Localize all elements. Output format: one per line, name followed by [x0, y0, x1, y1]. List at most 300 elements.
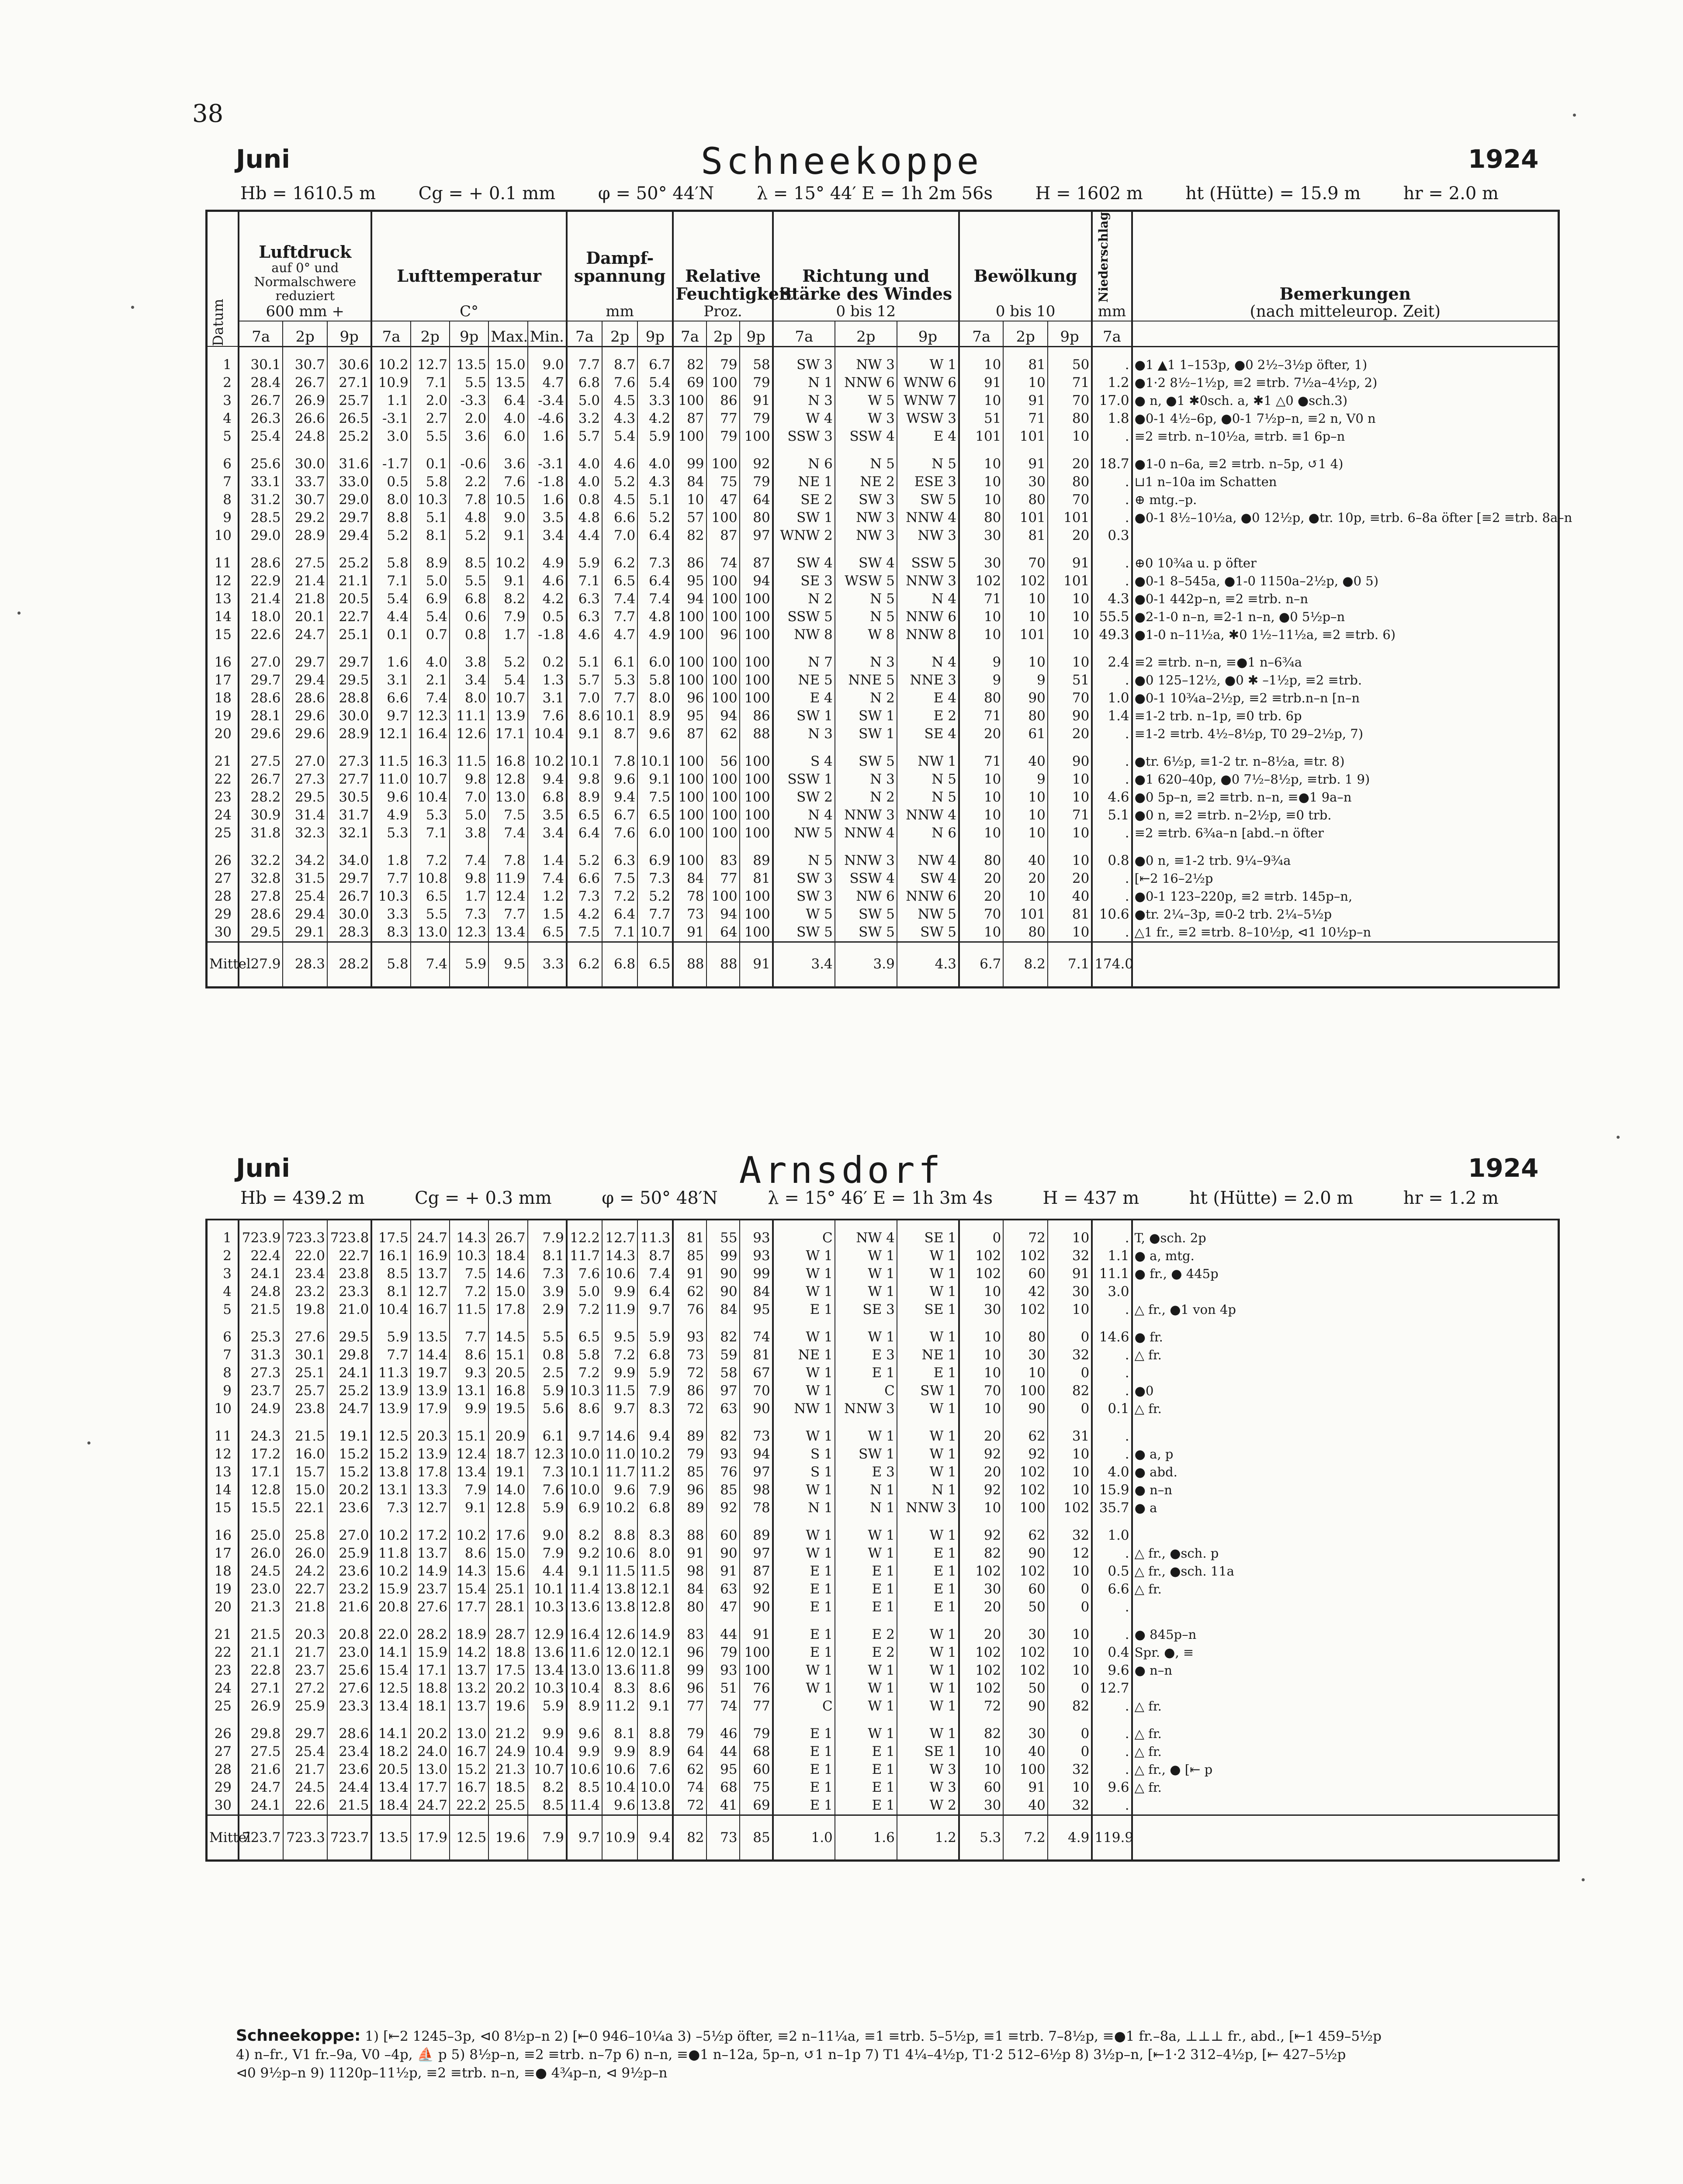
value-cell: 14.5: [488, 1328, 527, 1346]
value-cell: 71: [1048, 374, 1092, 392]
value-cell: 8.9: [637, 707, 673, 725]
value-cell: 12.8: [488, 1499, 527, 1517]
value-cell: 10.5: [488, 491, 527, 509]
value-cell: 13.5: [411, 1328, 450, 1346]
value-cell: 100: [1003, 1761, 1047, 1779]
value-cell: N 5: [773, 852, 835, 870]
value-cell: 17.5: [371, 1229, 410, 1247]
value-cell: 64: [706, 923, 740, 942]
arnsdorf-table-frame: [205, 1219, 1560, 1862]
value-cell: 7.2: [450, 1283, 488, 1301]
arnsdorf-row: [208, 1797, 1558, 1815]
value-cell: 27.5: [283, 554, 327, 572]
value-cell: 100: [673, 608, 706, 626]
value-cell: 28.1: [488, 1598, 527, 1616]
value-cell: 10: [1048, 1644, 1092, 1662]
value-cell: E 1: [773, 1797, 835, 1815]
value-cell: 1.0: [1092, 1527, 1132, 1545]
value-cell: 85: [673, 1463, 706, 1481]
value-cell: 86: [740, 707, 773, 725]
value-cell: N 7: [773, 653, 835, 671]
value-cell: SE 3: [835, 1301, 897, 1319]
mean-label: Mittel: [208, 1815, 239, 1860]
value-cell: W 1: [897, 1283, 959, 1301]
value-cell: 16.1: [371, 1247, 410, 1265]
value-cell: 10: [1003, 653, 1047, 671]
value-cell: 6.4: [637, 572, 673, 590]
value-cell: 18.8: [411, 1679, 450, 1697]
value-cell: 19.1: [327, 1427, 371, 1445]
value-cell: 25.7: [327, 392, 371, 410]
value-cell: 7.4: [411, 689, 450, 707]
mean-cell: 1.2: [897, 1815, 959, 1860]
value-cell: 18.0: [239, 608, 283, 626]
value-cell: 70: [959, 905, 1003, 923]
mean-cell: 13.5: [371, 1815, 410, 1860]
value-cell: 7.5: [567, 923, 602, 942]
value-cell: 102: [1003, 1481, 1047, 1499]
footnote-line-3: ⊲0 9½p–n 9) 1120p–11½p, ≡2 ≡trb. n–n, ≡● 4¾p–n, ⊲ 9½p–n: [236, 2065, 668, 2081]
value-cell: W 1: [897, 1463, 959, 1481]
value-cell: 33.0: [327, 473, 371, 491]
value-cell: W 1: [897, 1662, 959, 1679]
value-cell: 4.7: [528, 374, 567, 392]
value-cell: 74: [706, 1697, 740, 1715]
value-cell: WSW 3: [897, 410, 959, 428]
date-cell: 27: [214, 1744, 232, 1759]
remark-cell: ●1-0 n–11½a, ✱0 1½–11½a, ≡2 ≡trb. 6): [1132, 626, 1558, 644]
value-cell: 17.1: [239, 1463, 283, 1481]
value-cell: 13.0: [411, 923, 450, 942]
value-cell: SSW 4: [835, 870, 897, 888]
value-cell: 97: [706, 1382, 740, 1400]
value-cell: 18.8: [488, 1644, 527, 1662]
value-cell: 11.3: [637, 1229, 673, 1247]
value-cell: 100: [740, 888, 773, 905]
value-cell: 24.3: [239, 1427, 283, 1445]
value-cell: 4.0: [637, 455, 673, 473]
value-cell: 29.0: [239, 527, 283, 545]
mean-cell: 1.0: [773, 1815, 835, 1860]
value-cell: NNW 3: [835, 1400, 897, 1418]
value-cell: 80: [1003, 491, 1047, 509]
value-cell: 6.9: [411, 590, 450, 608]
remark-cell: [⇤2 16–2½p: [1132, 870, 1558, 888]
arnsdorf-row: [208, 1427, 1558, 1445]
value-cell: 31.4: [283, 806, 327, 824]
value-cell: 2.0: [411, 392, 450, 410]
value-cell: 24.1: [239, 1797, 283, 1815]
value-cell: 6.5: [567, 1328, 602, 1346]
value-cell: 23.8: [327, 1265, 371, 1283]
hours-row: 7a 2p 9p 7a 2p 9p Max. Min. 7a 2p 9p 7a 2p 9p 7a 2p 9p 7a 2p 9p 7a: [208, 321, 1558, 347]
value-cell: SW 5: [835, 923, 897, 942]
value-cell: 25.4: [239, 428, 283, 446]
value-cell: 74: [740, 1328, 773, 1346]
value-cell: 1.3: [528, 671, 567, 689]
footnotes: [236, 2027, 1551, 2082]
spacer-row: [208, 1517, 1558, 1527]
value-cell: E 4: [897, 428, 959, 446]
arnsdorf-row: [208, 1580, 1558, 1598]
value-cell: W 1: [897, 1679, 959, 1697]
value-cell: SE 1: [897, 1229, 959, 1247]
value-cell: 10: [1048, 428, 1092, 446]
value-cell: .: [1092, 473, 1132, 491]
value-cell: 100: [673, 653, 706, 671]
value-cell: 7.6: [528, 1481, 567, 1499]
value-cell: 100: [706, 455, 740, 473]
page-number: 38: [192, 100, 224, 128]
value-cell: 8.2: [528, 1779, 567, 1797]
value-cell: 16.8: [488, 753, 527, 771]
value-cell: 31.3: [239, 1346, 283, 1364]
value-cell: 10.0: [567, 1445, 602, 1463]
schneekoppe-row: [208, 753, 1558, 771]
value-cell: 7.1: [567, 572, 602, 590]
value-cell: 88: [673, 1527, 706, 1545]
value-cell: SE 1: [897, 1301, 959, 1319]
value-cell: ESE 3: [897, 473, 959, 491]
value-cell: 10.3: [411, 491, 450, 509]
value-cell: 10: [1003, 374, 1047, 392]
value-cell: 79: [740, 374, 773, 392]
footnote-line-2: 4) n–fr., V1 fr.–9a, V0 –4p, ⛵ p 5) 8½p–n, ≡2 ≡trb. n–7p 6) n–n, ≡●1 n–12a, 5p–n, ↺1 n–1p 7) T1 4¼–4½p, T1·2 512–6½p 8) 3½p–n, [⇤1·2 312–4½p, [⇤ 427–5½p: [236, 2047, 1346, 2063]
meta-cg: Cg = + 0.1 mm: [418, 183, 556, 204]
schneekoppe-rows: [208, 346, 1572, 986]
value-cell: 5.0: [411, 572, 450, 590]
value-cell: 0.2: [528, 653, 567, 671]
value-cell: 24.9: [239, 1400, 283, 1418]
value-cell: 4.4: [371, 608, 410, 626]
value-cell: W 1: [773, 1545, 835, 1562]
value-cell: 32.3: [283, 824, 327, 842]
value-cell: 59: [706, 1346, 740, 1364]
value-cell: 96: [673, 689, 706, 707]
value-cell: 9.1: [567, 725, 602, 743]
value-cell: 7.7: [602, 608, 637, 626]
value-cell: 72: [673, 1400, 706, 1418]
mean-cell: 17.9: [411, 1815, 450, 1860]
arnsdorf-station-meta: [240, 1188, 1507, 1208]
value-cell: .: [1092, 428, 1132, 446]
value-cell: 93: [673, 1328, 706, 1346]
value-cell: 0.4: [1092, 1644, 1132, 1662]
value-cell: 77: [706, 410, 740, 428]
date-cell: 5: [223, 1302, 232, 1317]
value-cell: 12.5: [371, 1679, 410, 1697]
value-cell: 22.1: [283, 1499, 327, 1517]
value-cell: 22.6: [283, 1797, 327, 1815]
value-cell: 11.5: [450, 753, 488, 771]
schneekoppe-row: [208, 374, 1558, 392]
value-cell: SE 2: [773, 491, 835, 509]
value-cell: SSW 5: [773, 608, 835, 626]
value-cell: NW 3: [835, 356, 897, 374]
value-cell: W 3: [897, 1779, 959, 1797]
value-cell: 22.2: [450, 1797, 488, 1815]
value-cell: 100: [740, 788, 773, 806]
value-cell: 90: [1003, 1545, 1047, 1562]
date-cell: 10: [214, 1401, 232, 1417]
remark-cell: △ fr.: [1132, 1779, 1558, 1797]
value-cell: N 5: [835, 590, 897, 608]
value-cell: 7.8: [488, 852, 527, 870]
meta-ht: ht (Hütte) = 2.0 m: [1189, 1188, 1354, 1208]
value-cell: W 2: [897, 1797, 959, 1815]
value-cell: 21.7: [283, 1644, 327, 1662]
value-cell: 3.2: [567, 410, 602, 428]
value-cell: E 3: [835, 1346, 897, 1364]
value-cell: 10: [959, 392, 1003, 410]
value-cell: 30: [1003, 473, 1047, 491]
value-cell: 10.2: [371, 1562, 410, 1580]
date-cell: 24: [214, 1680, 232, 1696]
value-cell: N 4: [773, 806, 835, 824]
mean-cell: 5.3: [959, 1815, 1003, 1860]
value-cell: 0.6: [450, 608, 488, 626]
value-cell: 10.2: [528, 753, 567, 771]
value-cell: 27.0: [239, 653, 283, 671]
value-cell: 97: [740, 1463, 773, 1481]
date-cell: 29: [214, 906, 232, 922]
value-cell: E 1: [773, 1644, 835, 1662]
meta-phi: φ = 50° 44′N: [598, 183, 714, 204]
value-cell: 74: [706, 554, 740, 572]
value-cell: 5.1: [1092, 806, 1132, 824]
value-cell: 82: [706, 1427, 740, 1445]
value-cell: SW 5: [897, 491, 959, 509]
value-cell: 4.8: [450, 509, 488, 527]
value-cell: 32: [1048, 1247, 1092, 1265]
value-cell: E 4: [897, 689, 959, 707]
value-cell: 5.8: [637, 671, 673, 689]
value-cell: 7.8: [450, 491, 488, 509]
value-cell: 8.5: [450, 554, 488, 572]
value-cell: 100: [706, 608, 740, 626]
value-cell: 50: [1003, 1598, 1047, 1616]
value-cell: 100: [706, 572, 740, 590]
value-cell: 5.2: [450, 527, 488, 545]
value-cell: 0.8: [450, 626, 488, 644]
value-cell: 13.6: [528, 1644, 567, 1662]
schneekoppe-row: [208, 689, 1558, 707]
meta-phi: φ = 50° 48′N: [602, 1188, 718, 1208]
value-cell: 11.1: [450, 707, 488, 725]
value-cell: 4.3: [1092, 590, 1132, 608]
value-cell: 9: [959, 671, 1003, 689]
value-cell: NW 8: [773, 626, 835, 644]
mean-cell: 8.2: [1003, 942, 1047, 986]
value-cell: 80: [959, 689, 1003, 707]
value-cell: 1.6: [371, 653, 410, 671]
value-cell: 16.7: [411, 1301, 450, 1319]
value-cell: 13.3: [411, 1481, 450, 1499]
value-cell: 20.2: [411, 1725, 450, 1743]
arnsdorf-row: [208, 1725, 1558, 1743]
value-cell: 80: [740, 509, 773, 527]
value-cell: 14.1: [371, 1725, 410, 1743]
value-cell: 11.4: [567, 1580, 602, 1598]
value-cell: 723.9: [239, 1229, 283, 1247]
value-cell: 10: [959, 806, 1003, 824]
value-cell: E 1: [773, 1301, 835, 1319]
value-cell: 10.8: [411, 870, 450, 888]
value-cell: S 1: [773, 1445, 835, 1463]
remark-cell: ●tr. 6½p, ≡1-2 tr. n–8½a, ≡tr. 8): [1132, 753, 1558, 771]
value-cell: SW 4: [897, 870, 959, 888]
value-cell: 20: [1003, 870, 1047, 888]
value-cell: 101: [1003, 905, 1047, 923]
remark-cell: [1132, 1364, 1558, 1382]
value-cell: 2.0: [450, 410, 488, 428]
value-cell: E 1: [773, 1598, 835, 1616]
value-cell: 10: [1003, 788, 1047, 806]
remark-cell: ●0 5p–n, ≡2 ≡trb. n–n, ≡●1 9a–n: [1132, 788, 1558, 806]
header-datum: Datum: [208, 212, 239, 346]
value-cell: E 1: [773, 1779, 835, 1797]
value-cell: 6.5: [602, 572, 637, 590]
date-cell: 20: [214, 1599, 232, 1615]
value-cell: 12.8: [239, 1481, 283, 1499]
value-cell: 27.1: [239, 1679, 283, 1697]
value-cell: 24.2: [283, 1562, 327, 1580]
value-cell: 72: [959, 1697, 1003, 1715]
value-cell: 10.2: [450, 1527, 488, 1545]
value-cell: 8.8: [602, 1527, 637, 1545]
value-cell: 23.6: [327, 1562, 371, 1580]
value-cell: 10: [1048, 771, 1092, 788]
value-cell: 20: [959, 725, 1003, 743]
value-cell: 21.4: [239, 590, 283, 608]
arnsdorf-row: [208, 1499, 1558, 1517]
value-cell: 9.8: [450, 771, 488, 788]
schneekoppe-row: [208, 923, 1558, 942]
value-cell: 9.0: [528, 1527, 567, 1545]
value-cell: 46: [706, 1725, 740, 1743]
value-cell: N 4: [897, 590, 959, 608]
value-cell: NW 4: [835, 1229, 897, 1247]
mean-cell: 6.2: [567, 942, 602, 986]
value-cell: 98: [673, 1562, 706, 1580]
value-cell: N 3: [773, 392, 835, 410]
schneekoppe-row: [208, 527, 1558, 545]
value-cell: 102: [1003, 1463, 1047, 1481]
value-cell: 81: [740, 1346, 773, 1364]
value-cell: 92: [740, 455, 773, 473]
remark-cell: △ fr.: [1132, 1346, 1558, 1364]
value-cell: .: [1092, 870, 1132, 888]
value-cell: 80: [1048, 410, 1092, 428]
date-cell: 10: [214, 527, 232, 543]
arnsdorf-row: [208, 1626, 1558, 1644]
value-cell: 7.3: [567, 888, 602, 905]
value-cell: 51: [706, 1679, 740, 1697]
value-cell: 70: [740, 1382, 773, 1400]
value-cell: 13.2: [450, 1679, 488, 1697]
value-cell: 20: [959, 870, 1003, 888]
value-cell: 7.1: [371, 572, 410, 590]
mean-cell: 85: [740, 1815, 773, 1860]
value-cell: 10.4: [567, 1679, 602, 1697]
value-cell: 71: [959, 590, 1003, 608]
value-cell: 3.4: [528, 824, 567, 842]
value-cell: 10: [1048, 590, 1092, 608]
value-cell: 32.8: [239, 870, 283, 888]
value-cell: 21.7: [283, 1761, 327, 1779]
value-cell: W 1: [835, 1725, 897, 1743]
value-cell: 23.7: [239, 1382, 283, 1400]
value-cell: 9.1: [637, 1697, 673, 1715]
value-cell: 18.7: [488, 1445, 527, 1463]
value-cell: N 2: [835, 788, 897, 806]
value-cell: 9.1: [637, 771, 673, 788]
value-cell: 6.2: [602, 554, 637, 572]
schneekoppe-row: [208, 572, 1558, 590]
value-cell: E 2: [835, 1626, 897, 1644]
value-cell: 6.4: [637, 527, 673, 545]
date-cell: 12: [214, 1446, 232, 1462]
value-cell: 80: [1003, 707, 1047, 725]
value-cell: 13.1: [450, 1382, 488, 1400]
value-cell: 27.6: [411, 1598, 450, 1616]
value-cell: 89: [740, 852, 773, 870]
value-cell: 9.7: [567, 1427, 602, 1445]
value-cell: 21.5: [239, 1301, 283, 1319]
value-cell: NW 6: [835, 888, 897, 905]
value-cell: 5.0: [450, 806, 488, 824]
value-cell: 99: [740, 1265, 773, 1283]
value-cell: 4.9: [371, 806, 410, 824]
value-cell: 62: [1003, 1427, 1047, 1445]
value-cell: 51: [959, 410, 1003, 428]
value-cell: 1.2: [528, 888, 567, 905]
value-cell: 13.4: [528, 1662, 567, 1679]
value-cell: NW 4: [897, 852, 959, 870]
value-cell: 60: [959, 1779, 1003, 1797]
value-cell: 3.4: [528, 527, 567, 545]
value-cell: 75: [706, 473, 740, 491]
value-cell: 90: [740, 1400, 773, 1418]
remark-cell: ● a, p: [1132, 1445, 1558, 1463]
value-cell: 44: [706, 1626, 740, 1644]
value-cell: 19.6: [488, 1697, 527, 1715]
value-cell: 25.4: [283, 1743, 327, 1761]
value-cell: 20: [1048, 870, 1092, 888]
value-cell: 74: [673, 1779, 706, 1797]
value-cell: 3.5: [528, 806, 567, 824]
value-cell: 7.0: [602, 527, 637, 545]
value-cell: 40: [1003, 1797, 1047, 1815]
schneekoppe-row: [208, 554, 1558, 572]
remark-cell: ≡2 ≡trb. n–n, ≡●1 n–6¾a: [1132, 653, 1558, 671]
value-cell: 20.2: [488, 1679, 527, 1697]
value-cell: 18.4: [488, 1247, 527, 1265]
footnote-line-1: 1) [⇤2 1245–3p, ⊲0 8½p–n 2) [⇤0 946–10¼a 3) –5½p öfter, ≡2 n–11¼a, ≡1 ≡trb. 5–5½p, ≡1 ≡trb. 7–8½p, ≡●1 fr.–8a, ⊥⊥⊥ fr., abd., [⇤1 459–5½p: [365, 2028, 1382, 2044]
value-cell: 12.3: [411, 707, 450, 725]
value-cell: 5.2: [371, 527, 410, 545]
value-cell: 10: [1048, 1481, 1092, 1499]
value-cell: E 2: [835, 1644, 897, 1662]
value-cell: 18.9: [450, 1626, 488, 1644]
value-cell: 29.7: [327, 653, 371, 671]
value-cell: 8.6: [567, 707, 602, 725]
value-cell: -4.6: [528, 410, 567, 428]
value-cell: NW 3: [897, 527, 959, 545]
value-cell: 5.9: [637, 428, 673, 446]
schneekoppe-row: [208, 870, 1558, 888]
value-cell: 24.4: [327, 1779, 371, 1797]
